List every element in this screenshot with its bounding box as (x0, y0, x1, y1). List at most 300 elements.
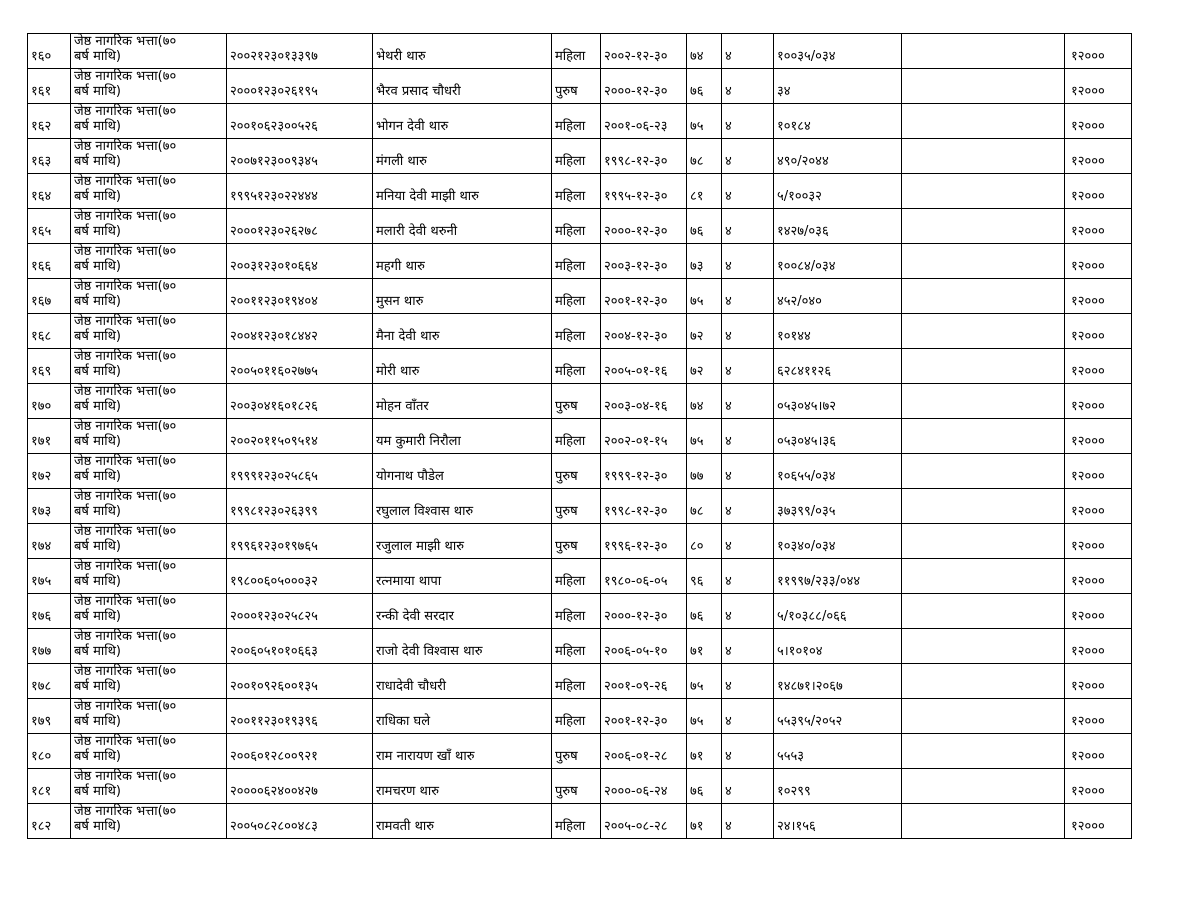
amount-cell: १२००० (1065, 209, 1132, 244)
remarks-cell (902, 69, 1065, 104)
quarter-cell: ४ (722, 349, 774, 384)
table-row (28, 279, 1132, 314)
name-cell: रत्नमाया थापा (373, 559, 552, 594)
age-cell: ७४ (687, 34, 722, 69)
table-row (28, 314, 1132, 349)
category-cell (71, 454, 227, 489)
citizen-id-cell: २००६०१२८००९२१ (227, 734, 373, 769)
date-of-birth-cell: २००२-०१-१५ (601, 419, 687, 454)
name-cell: मोरी थारु (373, 349, 552, 384)
date-of-birth-cell: १९९८-१२-३० (601, 489, 687, 524)
quarter-cell: ४ (722, 69, 774, 104)
name-cell: भेथरी थारु (373, 34, 552, 69)
category-line-1: जेष्ठ नागरिक भत्ता(७० (74, 559, 177, 574)
category-cell (71, 734, 227, 769)
remarks-cell (902, 419, 1065, 454)
category-line-2: बर्ष माथि) (74, 819, 121, 834)
category-line-2: बर्ष माथि) (74, 434, 121, 449)
remarks-cell (902, 699, 1065, 734)
table-body (28, 34, 1132, 839)
date-of-birth-cell: २००१-०६-२३ (601, 104, 687, 139)
category-line-1: जेष्ठ नागरिक भत्ता(७० (74, 314, 177, 329)
category-cell (71, 104, 227, 139)
amount-cell: १२००० (1065, 34, 1132, 69)
citizen-id-cell: २००१०६२३००५२६ (227, 104, 373, 139)
serial-number-cell: १७० (28, 384, 71, 419)
table-row (28, 104, 1132, 139)
table-row (28, 804, 1132, 839)
category-line-1: जेष्ठ नागरिक भत्ता(७० (74, 664, 177, 679)
date-of-birth-cell: २००४-१२-३० (601, 314, 687, 349)
amount-cell: १२००० (1065, 769, 1132, 804)
gender-cell: पुरुष (552, 454, 601, 489)
citizen-id-cell: १९९६१२३०१९७६५ (227, 524, 373, 559)
citizen-id-cell: १९९८१२३०२६३९९ (227, 489, 373, 524)
name-cell: रन्की देवी सरदार (373, 594, 552, 629)
remarks-cell (902, 279, 1065, 314)
date-of-birth-cell: २००५-०८-२८ (601, 804, 687, 839)
age-cell: ७५ (687, 664, 722, 699)
serial-number-cell: १६० (28, 34, 71, 69)
date-of-birth-cell: २००१-१२-३० (601, 699, 687, 734)
table-row (28, 349, 1132, 384)
category-cell (71, 314, 227, 349)
category-line-1: जेष्ठ नागरिक भत्ता(७० (74, 349, 177, 364)
serial-number-cell: १७५ (28, 559, 71, 594)
quarter-cell: ४ (722, 524, 774, 559)
age-cell: ७३ (687, 244, 722, 279)
name-cell: महगी थारु (373, 244, 552, 279)
quarter-cell: ४ (722, 454, 774, 489)
date-of-birth-cell: २०००-१२-३० (601, 594, 687, 629)
citizenship-number-cell: १००८४/०३४ (774, 244, 902, 279)
category-line-2: बर्ष माथि) (74, 609, 121, 624)
serial-number-cell: १६६ (28, 244, 71, 279)
serial-number-cell: १६९ (28, 349, 71, 384)
category-cell (71, 699, 227, 734)
remarks-cell (902, 559, 1065, 594)
citizen-id-cell: २०००१२३०२६१९५ (227, 69, 373, 104)
serial-number-cell: १७४ (28, 524, 71, 559)
category-line-1: जेष्ठ नागरिक भत्ता(७० (74, 419, 177, 434)
category-cell (71, 209, 227, 244)
citizenship-number-cell: १०१८४ (774, 104, 902, 139)
date-of-birth-cell: २००१-१२-३० (601, 279, 687, 314)
citizenship-number-cell: २४।१५६ (774, 804, 902, 839)
table-row (28, 769, 1132, 804)
citizenship-number-cell: १००३५/०३४ (774, 34, 902, 69)
serial-number-cell: १६८ (28, 314, 71, 349)
amount-cell: १२००० (1065, 69, 1132, 104)
gender-cell: महिला (552, 34, 601, 69)
remarks-cell (902, 34, 1065, 69)
category-line-2: बर्ष माथि) (74, 399, 121, 414)
gender-cell: पुरुष (552, 384, 601, 419)
category-line-1: जेष्ठ नागरिक भत्ता(७० (74, 524, 177, 539)
citizen-id-cell: १९८००६०५०००३२ (227, 559, 373, 594)
category-line-1: जेष्ठ नागरिक भत्ता(७० (74, 629, 177, 644)
citizenship-number-cell: ६२८४११२६ (774, 349, 902, 384)
age-cell: ७१ (687, 804, 722, 839)
remarks-cell (902, 244, 1065, 279)
category-line-1: जेष्ठ नागरिक भत्ता(७० (74, 139, 177, 154)
name-cell: यम कुमारी निरौला (373, 419, 552, 454)
quarter-cell: ४ (722, 629, 774, 664)
citizenship-number-cell: ५।१०१०४ (774, 629, 902, 664)
quarter-cell: ४ (722, 209, 774, 244)
amount-cell: १२००० (1065, 559, 1132, 594)
remarks-cell (902, 664, 1065, 699)
amount-cell: १२००० (1065, 734, 1132, 769)
amount-cell: १२००० (1065, 384, 1132, 419)
amount-cell: १२००० (1065, 314, 1132, 349)
quarter-cell: ४ (722, 489, 774, 524)
remarks-cell (902, 454, 1065, 489)
name-cell: मोहन वाँतर (373, 384, 552, 419)
gender-cell: महिला (552, 664, 601, 699)
citizen-id-cell: २००११२३०१९३९६ (227, 699, 373, 734)
serial-number-cell: १६५ (28, 209, 71, 244)
quarter-cell: ४ (722, 384, 774, 419)
remarks-cell (902, 349, 1065, 384)
quarter-cell: ४ (722, 699, 774, 734)
category-line-1: जेष्ठ नागरिक भत्ता(७० (74, 489, 177, 504)
name-cell: रघुलाल विश्वास थारु (373, 489, 552, 524)
citizenship-number-cell: १०६५५/०३४ (774, 454, 902, 489)
table-row (28, 419, 1132, 454)
amount-cell: १२००० (1065, 699, 1132, 734)
amount-cell: १२००० (1065, 104, 1132, 139)
category-line-1: जेष्ठ नागरिक भत्ता(७० (74, 804, 177, 819)
citizen-id-cell: २०००१२३०२६२७८ (227, 209, 373, 244)
category-line-1: जेष्ठ नागरिक भत्ता(७० (74, 734, 177, 749)
name-cell: मुसन थारु (373, 279, 552, 314)
remarks-cell (902, 174, 1065, 209)
remarks-cell (902, 629, 1065, 664)
quarter-cell: ४ (722, 139, 774, 174)
quarter-cell: ४ (722, 174, 774, 209)
gender-cell: पुरुष (552, 69, 601, 104)
category-cell (71, 34, 227, 69)
quarter-cell: ४ (722, 769, 774, 804)
category-line-2: बर्ष माथि) (74, 784, 121, 799)
citizenship-number-cell: ५/१०३८८/०६६ (774, 594, 902, 629)
age-cell: ७६ (687, 69, 722, 104)
serial-number-cell: १६३ (28, 139, 71, 174)
citizenship-number-cell: ५५५३ (774, 734, 902, 769)
serial-number-cell: १६१ (28, 69, 71, 104)
remarks-cell (902, 139, 1065, 174)
category-line-2: बर्ष माथि) (74, 539, 121, 554)
serial-number-cell: १७३ (28, 489, 71, 524)
category-line-2: बर्ष माथि) (74, 574, 121, 589)
category-line-1: जेष्ठ नागरिक भत्ता(७० (74, 279, 177, 294)
name-cell: भैरव प्रसाद चौधरी (373, 69, 552, 104)
age-cell: ७५ (687, 419, 722, 454)
remarks-cell (902, 524, 1065, 559)
serial-number-cell: १७९ (28, 699, 71, 734)
age-cell: ७५ (687, 104, 722, 139)
citizenship-number-cell: ११९९७/२३३/०४४ (774, 559, 902, 594)
citizenship-number-cell: १०१४४ (774, 314, 902, 349)
date-of-birth-cell: २००६-०५-१० (601, 629, 687, 664)
gender-cell: पुरुष (552, 734, 601, 769)
amount-cell: १२००० (1065, 139, 1132, 174)
category-line-1: जेष्ठ नागरिक भत्ता(७० (74, 454, 177, 469)
serial-number-cell: १७८ (28, 664, 71, 699)
date-of-birth-cell: २००६-०१-२८ (601, 734, 687, 769)
citizen-id-cell: २००५०८२८००४८३ (227, 804, 373, 839)
table-row (28, 69, 1132, 104)
date-of-birth-cell: १९९९-१२-३० (601, 454, 687, 489)
table-row (28, 664, 1132, 699)
category-cell (71, 629, 227, 664)
gender-cell: महिला (552, 804, 601, 839)
category-cell (71, 69, 227, 104)
amount-cell: १२००० (1065, 454, 1132, 489)
citizenship-number-cell: ०५३०४५।७२ (774, 384, 902, 419)
remarks-cell (902, 804, 1065, 839)
gender-cell: महिला (552, 279, 601, 314)
serial-number-cell: १८० (28, 734, 71, 769)
citizen-id-cell: २००२०११५०९५१४ (227, 419, 373, 454)
beneficiary-list-sheet (27, 33, 1131, 839)
table-row (28, 524, 1132, 559)
date-of-birth-cell: २०००-०६-२४ (601, 769, 687, 804)
name-cell: योगनाथ पौडेल (373, 454, 552, 489)
amount-cell: १२००० (1065, 804, 1132, 839)
category-cell (71, 174, 227, 209)
serial-number-cell: १७२ (28, 454, 71, 489)
category-line-2: बर्ष माथि) (74, 679, 121, 694)
category-line-2: बर्ष माथि) (74, 189, 121, 204)
serial-number-cell: १८१ (28, 769, 71, 804)
gender-cell: महिला (552, 419, 601, 454)
age-cell: ८१ (687, 174, 722, 209)
date-of-birth-cell: २०००-१२-३० (601, 209, 687, 244)
serial-number-cell: १७१ (28, 419, 71, 454)
date-of-birth-cell: १९९६-१२-३० (601, 524, 687, 559)
serial-number-cell: १७६ (28, 594, 71, 629)
citizen-id-cell: २००४१२३०१८४४२ (227, 314, 373, 349)
date-of-birth-cell: १९९८-१२-३० (601, 139, 687, 174)
gender-cell: महिला (552, 244, 601, 279)
serial-number-cell: १६७ (28, 279, 71, 314)
table-row (28, 559, 1132, 594)
category-line-1: जेष्ठ नागरिक भत्ता(७० (74, 594, 177, 609)
category-line-1: जेष्ठ नागरिक भत्ता(७० (74, 209, 177, 224)
amount-cell: १२००० (1065, 629, 1132, 664)
gender-cell: महिला (552, 699, 601, 734)
name-cell: रजुलाल माझी थारु (373, 524, 552, 559)
category-line-1: जेष्ठ नागरिक भत्ता(७० (74, 699, 177, 714)
citizenship-number-cell: ०५३०४५।३६ (774, 419, 902, 454)
category-line-2: बर्ष माथि) (74, 364, 121, 379)
date-of-birth-cell: २००३-०४-१६ (601, 384, 687, 419)
name-cell: राधिका घले (373, 699, 552, 734)
serial-number-cell: १७७ (28, 629, 71, 664)
category-cell (71, 804, 227, 839)
amount-cell: १२००० (1065, 244, 1132, 279)
date-of-birth-cell: १९८०-०६-०५ (601, 559, 687, 594)
remarks-cell (902, 104, 1065, 139)
citizenship-number-cell: १४८७१।२०६७ (774, 664, 902, 699)
citizen-id-cell: १९९५१२३०२२४४४ (227, 174, 373, 209)
table-row (28, 139, 1132, 174)
table-row (28, 174, 1132, 209)
date-of-birth-cell: १९९५-१२-३० (601, 174, 687, 209)
date-of-birth-cell: २००५-०१-१६ (601, 349, 687, 384)
name-cell: मलारी देवी थरुनी (373, 209, 552, 244)
table-row (28, 244, 1132, 279)
name-cell: मनिया देवी माझी थारु (373, 174, 552, 209)
citizen-id-cell: २००६०५१०१०६६३ (227, 629, 373, 664)
category-cell (71, 524, 227, 559)
gender-cell: महिला (552, 174, 601, 209)
table-row (28, 489, 1132, 524)
age-cell: ७६ (687, 594, 722, 629)
amount-cell: १२००० (1065, 664, 1132, 699)
age-cell: ७६ (687, 769, 722, 804)
age-cell: ७१ (687, 734, 722, 769)
citizenship-number-cell: ३४ (774, 69, 902, 104)
remarks-cell (902, 489, 1065, 524)
amount-cell: १२००० (1065, 279, 1132, 314)
citizenship-number-cell: ५५३९५/२०५२ (774, 699, 902, 734)
category-cell (71, 279, 227, 314)
age-cell: ७४ (687, 384, 722, 419)
category-cell (71, 419, 227, 454)
remarks-cell (902, 314, 1065, 349)
age-cell: ७६ (687, 209, 722, 244)
citizenship-number-cell: १०३४०/०३४ (774, 524, 902, 559)
quarter-cell: ४ (722, 559, 774, 594)
age-cell: ७५ (687, 699, 722, 734)
gender-cell: महिला (552, 209, 601, 244)
citizen-id-cell: २००१०९२६००१३५ (227, 664, 373, 699)
citizenship-number-cell: १०२९९ (774, 769, 902, 804)
gender-cell: महिला (552, 594, 601, 629)
category-line-2: बर्ष माथि) (74, 119, 121, 134)
table-row (28, 699, 1132, 734)
date-of-birth-cell: २००१-०९-२६ (601, 664, 687, 699)
name-cell: मंगली थारु (373, 139, 552, 174)
category-cell (71, 489, 227, 524)
remarks-cell (902, 384, 1065, 419)
category-line-1: जेष्ठ नागरिक भत्ता(७० (74, 244, 177, 259)
quarter-cell: ४ (722, 664, 774, 699)
age-cell: ७५ (687, 279, 722, 314)
category-line-1: जेष्ठ नागरिक भत्ता(७० (74, 174, 177, 189)
remarks-cell (902, 734, 1065, 769)
age-cell: ७८ (687, 489, 722, 524)
gender-cell: महिला (552, 629, 601, 664)
age-cell: ७२ (687, 314, 722, 349)
age-cell: ७७ (687, 454, 722, 489)
age-cell: ७८ (687, 139, 722, 174)
category-cell (71, 769, 227, 804)
category-line-1: जेष्ठ नागरिक भत्ता(७० (74, 769, 177, 784)
quarter-cell: ४ (722, 314, 774, 349)
date-of-birth-cell: २०००-१२-३० (601, 69, 687, 104)
table-row (28, 34, 1132, 69)
category-line-2: बर्ष माथि) (74, 49, 121, 64)
gender-cell: महिला (552, 559, 601, 594)
amount-cell: १२००० (1065, 489, 1132, 524)
gender-cell: महिला (552, 349, 601, 384)
citizen-id-cell: २०००१२३०२५८२५ (227, 594, 373, 629)
beneficiary-table (27, 33, 1132, 839)
name-cell: मैना देवी थारु (373, 314, 552, 349)
category-line-2: बर्ष माथि) (74, 644, 121, 659)
date-of-birth-cell: २००३-१२-३० (601, 244, 687, 279)
gender-cell: पुरुष (552, 769, 601, 804)
serial-number-cell: १६२ (28, 104, 71, 139)
citizenship-number-cell: ४५२/०४० (774, 279, 902, 314)
citizen-id-cell: २००३०४१६०१८२६ (227, 384, 373, 419)
category-cell (71, 139, 227, 174)
category-cell (71, 244, 227, 279)
table-row (28, 629, 1132, 664)
amount-cell: १२००० (1065, 419, 1132, 454)
category-line-2: बर्ष माथि) (74, 469, 121, 484)
table-row (28, 384, 1132, 419)
category-line-1: जेष्ठ नागरिक भत्ता(७० (74, 34, 177, 49)
category-line-2: बर्ष माथि) (74, 294, 121, 309)
category-line-2: बर्ष माथि) (74, 714, 121, 729)
category-line-2: बर्ष माथि) (74, 504, 121, 519)
category-line-2: बर्ष माथि) (74, 84, 121, 99)
name-cell: भोगन देवी थारु (373, 104, 552, 139)
quarter-cell: ४ (722, 244, 774, 279)
category-cell (71, 594, 227, 629)
table-row (28, 734, 1132, 769)
quarter-cell: ४ (722, 279, 774, 314)
table-row (28, 594, 1132, 629)
quarter-cell: ४ (722, 34, 774, 69)
category-line-1: जेष्ठ नागरिक भत्ता(७० (74, 384, 177, 399)
table-row (28, 209, 1132, 244)
gender-cell: महिला (552, 139, 601, 174)
serial-number-cell: १६४ (28, 174, 71, 209)
gender-cell: महिला (552, 314, 601, 349)
citizenship-number-cell: ४९०/२०४४ (774, 139, 902, 174)
age-cell: ७२ (687, 349, 722, 384)
name-cell: रामचरण थारु (373, 769, 552, 804)
category-line-1: जेष्ठ नागरिक भत्ता(७० (74, 104, 177, 119)
quarter-cell: ४ (722, 594, 774, 629)
citizen-id-cell: १९९९१२३०२५८६५ (227, 454, 373, 489)
gender-cell: पुरुष (552, 489, 601, 524)
name-cell: राजो देवी विश्वास थारु (373, 629, 552, 664)
name-cell: रामवती थारु (373, 804, 552, 839)
citizen-id-cell: २००७१२३००९३४५ (227, 139, 373, 174)
serial-number-cell: १८२ (28, 804, 71, 839)
age-cell: ८० (687, 524, 722, 559)
remarks-cell (902, 769, 1065, 804)
gender-cell: महिला (552, 104, 601, 139)
remarks-cell (902, 594, 1065, 629)
category-cell (71, 559, 227, 594)
age-cell: ९६ (687, 559, 722, 594)
amount-cell: १२००० (1065, 349, 1132, 384)
citizen-id-cell: २००३१२३०१०६६४ (227, 244, 373, 279)
citizenship-number-cell: १४२७/०३६ (774, 209, 902, 244)
age-cell: ७१ (687, 629, 722, 664)
category-cell (71, 664, 227, 699)
amount-cell: १२००० (1065, 524, 1132, 559)
gender-cell: पुरुष (552, 524, 601, 559)
